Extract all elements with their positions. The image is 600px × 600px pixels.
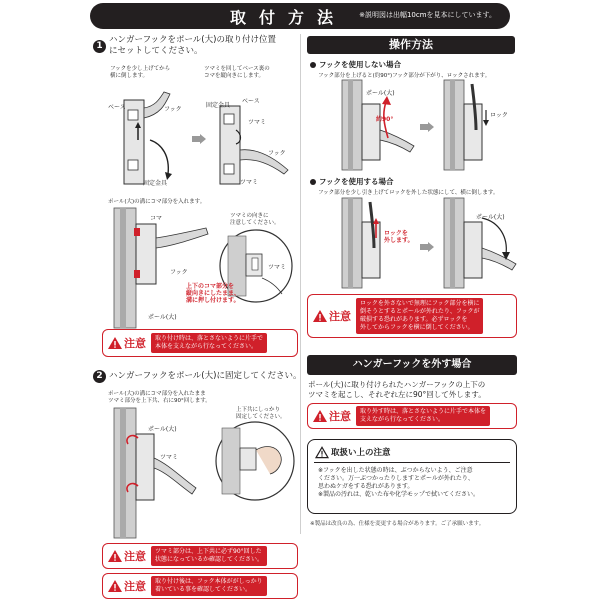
- handling-notes: [307, 439, 517, 514]
- footnote: ※製品は改良の為、仕様を変更する場合があります。ご了承願います。: [310, 521, 485, 527]
- removal-text-1: ポール(大)に取り付けられたハンガーフックの上下の: [308, 380, 486, 389]
- caution-line-1: 取り付け後は、フック本体ががしっかり: [155, 578, 263, 585]
- operation-label-lock: ロック: [490, 112, 508, 119]
- operation-unlock-note-2: 外します。: [384, 237, 414, 244]
- removal-title: ハンガーフックを外す場合: [307, 355, 517, 375]
- caution-line-3: 破損する恐れがあります。必ずロックを: [360, 316, 468, 323]
- step1-right-caption-2: コマを縦向きにします。: [204, 73, 265, 79]
- caution-line-1: 取り外す時は、落とさないように片手で本体を: [360, 408, 487, 415]
- caution-badge: [108, 578, 146, 594]
- page-header: [90, 3, 510, 29]
- step2-tight-note-1: 上下共にしっかり: [236, 407, 281, 413]
- page-title: 取付方法: [230, 8, 347, 27]
- removal-text: [308, 380, 486, 400]
- step1-label-hook-2: フック: [170, 269, 188, 276]
- step1-label-hook-right: フック: [268, 150, 286, 157]
- step1-caution: [102, 329, 298, 357]
- handling-body: [318, 467, 513, 499]
- handling-title-row: [316, 446, 391, 458]
- step1-red-note-3: 溝に押し付けます。: [186, 297, 240, 304]
- step1-red-note-1: 上下のコマ部分を: [186, 283, 235, 290]
- handling-line-4: ※製品の汚れは、乾いた布や化学モップで拭いてください。: [318, 491, 480, 498]
- step1-red-note: [186, 283, 240, 304]
- operation-used-title: フックを使用する場合: [319, 177, 394, 186]
- step2-caution-a: [102, 543, 298, 569]
- step1-knob-direction: [230, 213, 280, 227]
- caution-line-1: ツマミ部分は、上下共に必ず90°回した: [155, 548, 262, 555]
- step2-tight-note: [236, 407, 286, 421]
- caution-text: [356, 406, 490, 426]
- operation-label-pole-2: ポール(大): [476, 214, 505, 221]
- step1-red-note-2: 縦向きにしたまま、: [186, 290, 241, 297]
- step1-label-fixture: 固定金具: [143, 180, 168, 187]
- handling-title: 取扱い上の注意: [331, 448, 391, 458]
- warning-icon: [108, 580, 122, 592]
- header-note: ※説明図は出幅10cmを見本にしています。: [359, 11, 496, 19]
- step1-left-caption-1: フックを少し上げてから: [110, 66, 171, 72]
- caution-line-2: 本体を支えながら行なってください。: [155, 343, 258, 350]
- step2-caption-1: ポール(大)の溝にコマ部分を入れたまま: [108, 391, 206, 397]
- step1-label-koma: コマ: [150, 215, 163, 222]
- step1-number: 1: [93, 40, 106, 53]
- caution-keyword: 注意: [124, 337, 146, 350]
- arrow-right-icon: [420, 242, 434, 252]
- step2-caution-b: [102, 573, 298, 599]
- warning-icon: [313, 310, 327, 322]
- removal-caution: [307, 403, 517, 429]
- warning-icon: [108, 337, 122, 349]
- step2-number: 2: [93, 370, 106, 383]
- warning-icon: [313, 410, 327, 422]
- caution-badge: [108, 335, 146, 351]
- operation-label-angle: 約90°: [376, 116, 394, 123]
- step2-label-knob: ツマミ: [160, 454, 179, 461]
- step1-label-base-right: ベース: [242, 98, 260, 105]
- handling-line-1: ※フックを出した状態の時は、ぶつからないよう、ご注意: [318, 467, 473, 474]
- caution-keyword: 注意: [329, 310, 351, 323]
- warning-icon: [108, 550, 122, 562]
- removal-text-2: ツマミを起こし、それぞれ左に90°回して外します。: [308, 390, 486, 399]
- step2-tight-note-2: 固定してください。: [236, 414, 286, 420]
- caution-line-4: 外してからフックを横に倒してください。: [360, 324, 474, 331]
- caution-line-2: 倒そうとするとポールが外れたり、フックが: [360, 308, 480, 315]
- caution-badge: [313, 308, 351, 324]
- arrow-right-icon: [192, 134, 206, 144]
- caution-badge: [313, 408, 351, 424]
- step1-pole-illustration: [110, 208, 210, 328]
- step1-text-line1: ハンガーフックをポール(大)の取り付け位置: [109, 35, 276, 45]
- step1-pole-caption: ポール(大)の溝にコマ部分を入れます。: [108, 199, 206, 205]
- caution-line-1: 取り付け時は、落とさないように片手で: [155, 335, 264, 342]
- operation-used-caption: フック部分を少し引き上げてロックを外した状態にして、横に倒します。: [318, 190, 499, 196]
- operation-title: 操作方法: [307, 36, 515, 54]
- operation-unused-heading: [310, 59, 401, 70]
- warning-icon: [316, 447, 328, 458]
- caution-text: [151, 546, 267, 566]
- operation-unused-title: フックを使用しない場合: [319, 60, 401, 69]
- handling-line-2: ください。万一ぶつかったりしますとポールが外れたり、: [318, 475, 474, 482]
- caution-keyword: 注意: [124, 580, 146, 593]
- step1-label-pole: ポール(大): [148, 314, 177, 321]
- step2-caption: [108, 391, 211, 405]
- caution-keyword: 注意: [124, 550, 146, 563]
- step2-text: ハンガーフックをポール(大)に固定してください。: [109, 371, 302, 381]
- step2-caption-2: ツマミ部分を上下共、右に90°回します。: [108, 398, 211, 404]
- step2-detail-circle: [214, 420, 296, 502]
- handling-divider: [314, 462, 510, 463]
- step1-right-caption-1: ツマミを回してベース裏の: [204, 66, 270, 72]
- operation-label-pole: ポール(大): [366, 90, 395, 97]
- caution-text: [151, 333, 267, 353]
- step1-label-base: ベース: [108, 104, 126, 111]
- column-divider: [300, 34, 301, 534]
- caution-text: [356, 298, 483, 334]
- step1-left-caption: [110, 66, 170, 80]
- step2-heading: [93, 370, 301, 383]
- operation-caution: [307, 294, 517, 338]
- arrow-right-icon: [420, 122, 434, 132]
- caution-badge: [108, 548, 146, 564]
- caution-line-2: 支えながら行なってください。: [360, 416, 445, 423]
- step1-label-knob-right: ツマミ: [248, 119, 267, 126]
- caution-line-2: 着いている事を確認してください。: [155, 586, 252, 593]
- bullet-icon: [310, 62, 316, 68]
- step1-label-hook: フック: [164, 106, 182, 113]
- bullet-icon: [310, 179, 316, 185]
- operation-unlock-note-1: ロックを: [384, 230, 408, 237]
- caution-text: [151, 576, 267, 596]
- handling-line-3: 思わぬケガをする恐れがあります。: [318, 483, 414, 490]
- step1-label-knob-2: ツマミ: [268, 264, 287, 271]
- step1-label-fixture-top: 固定金具: [206, 102, 231, 109]
- step2-label-pole: ポール(大): [148, 426, 177, 433]
- operation-unused-illustration-right: [438, 80, 498, 170]
- step1-knob-direction-1: ツマミの向きに: [230, 213, 269, 219]
- caution-keyword: 注意: [329, 410, 351, 423]
- operation-unused-caption: フック部分を上げると(約90°)フック部分が下がり、ロックされます。: [318, 73, 491, 79]
- operation-unlock-note: [384, 230, 414, 244]
- step1-left-caption-2: 横に倒します。: [110, 73, 149, 79]
- step1-right-caption: [204, 66, 270, 80]
- step1-text-line2: にセットしてください。: [109, 46, 203, 56]
- step1-label-knob-right-2: ツマミ: [240, 179, 259, 186]
- caution-line-2: 状態になっているか確認してください。: [155, 556, 264, 563]
- caution-line-1: ロックを外さないで無理にフック部分を横に: [360, 300, 480, 307]
- operation-used-heading: [310, 176, 393, 187]
- step1-heading: [93, 35, 276, 57]
- step1-knob-direction-2: 注意してください。: [230, 220, 280, 226]
